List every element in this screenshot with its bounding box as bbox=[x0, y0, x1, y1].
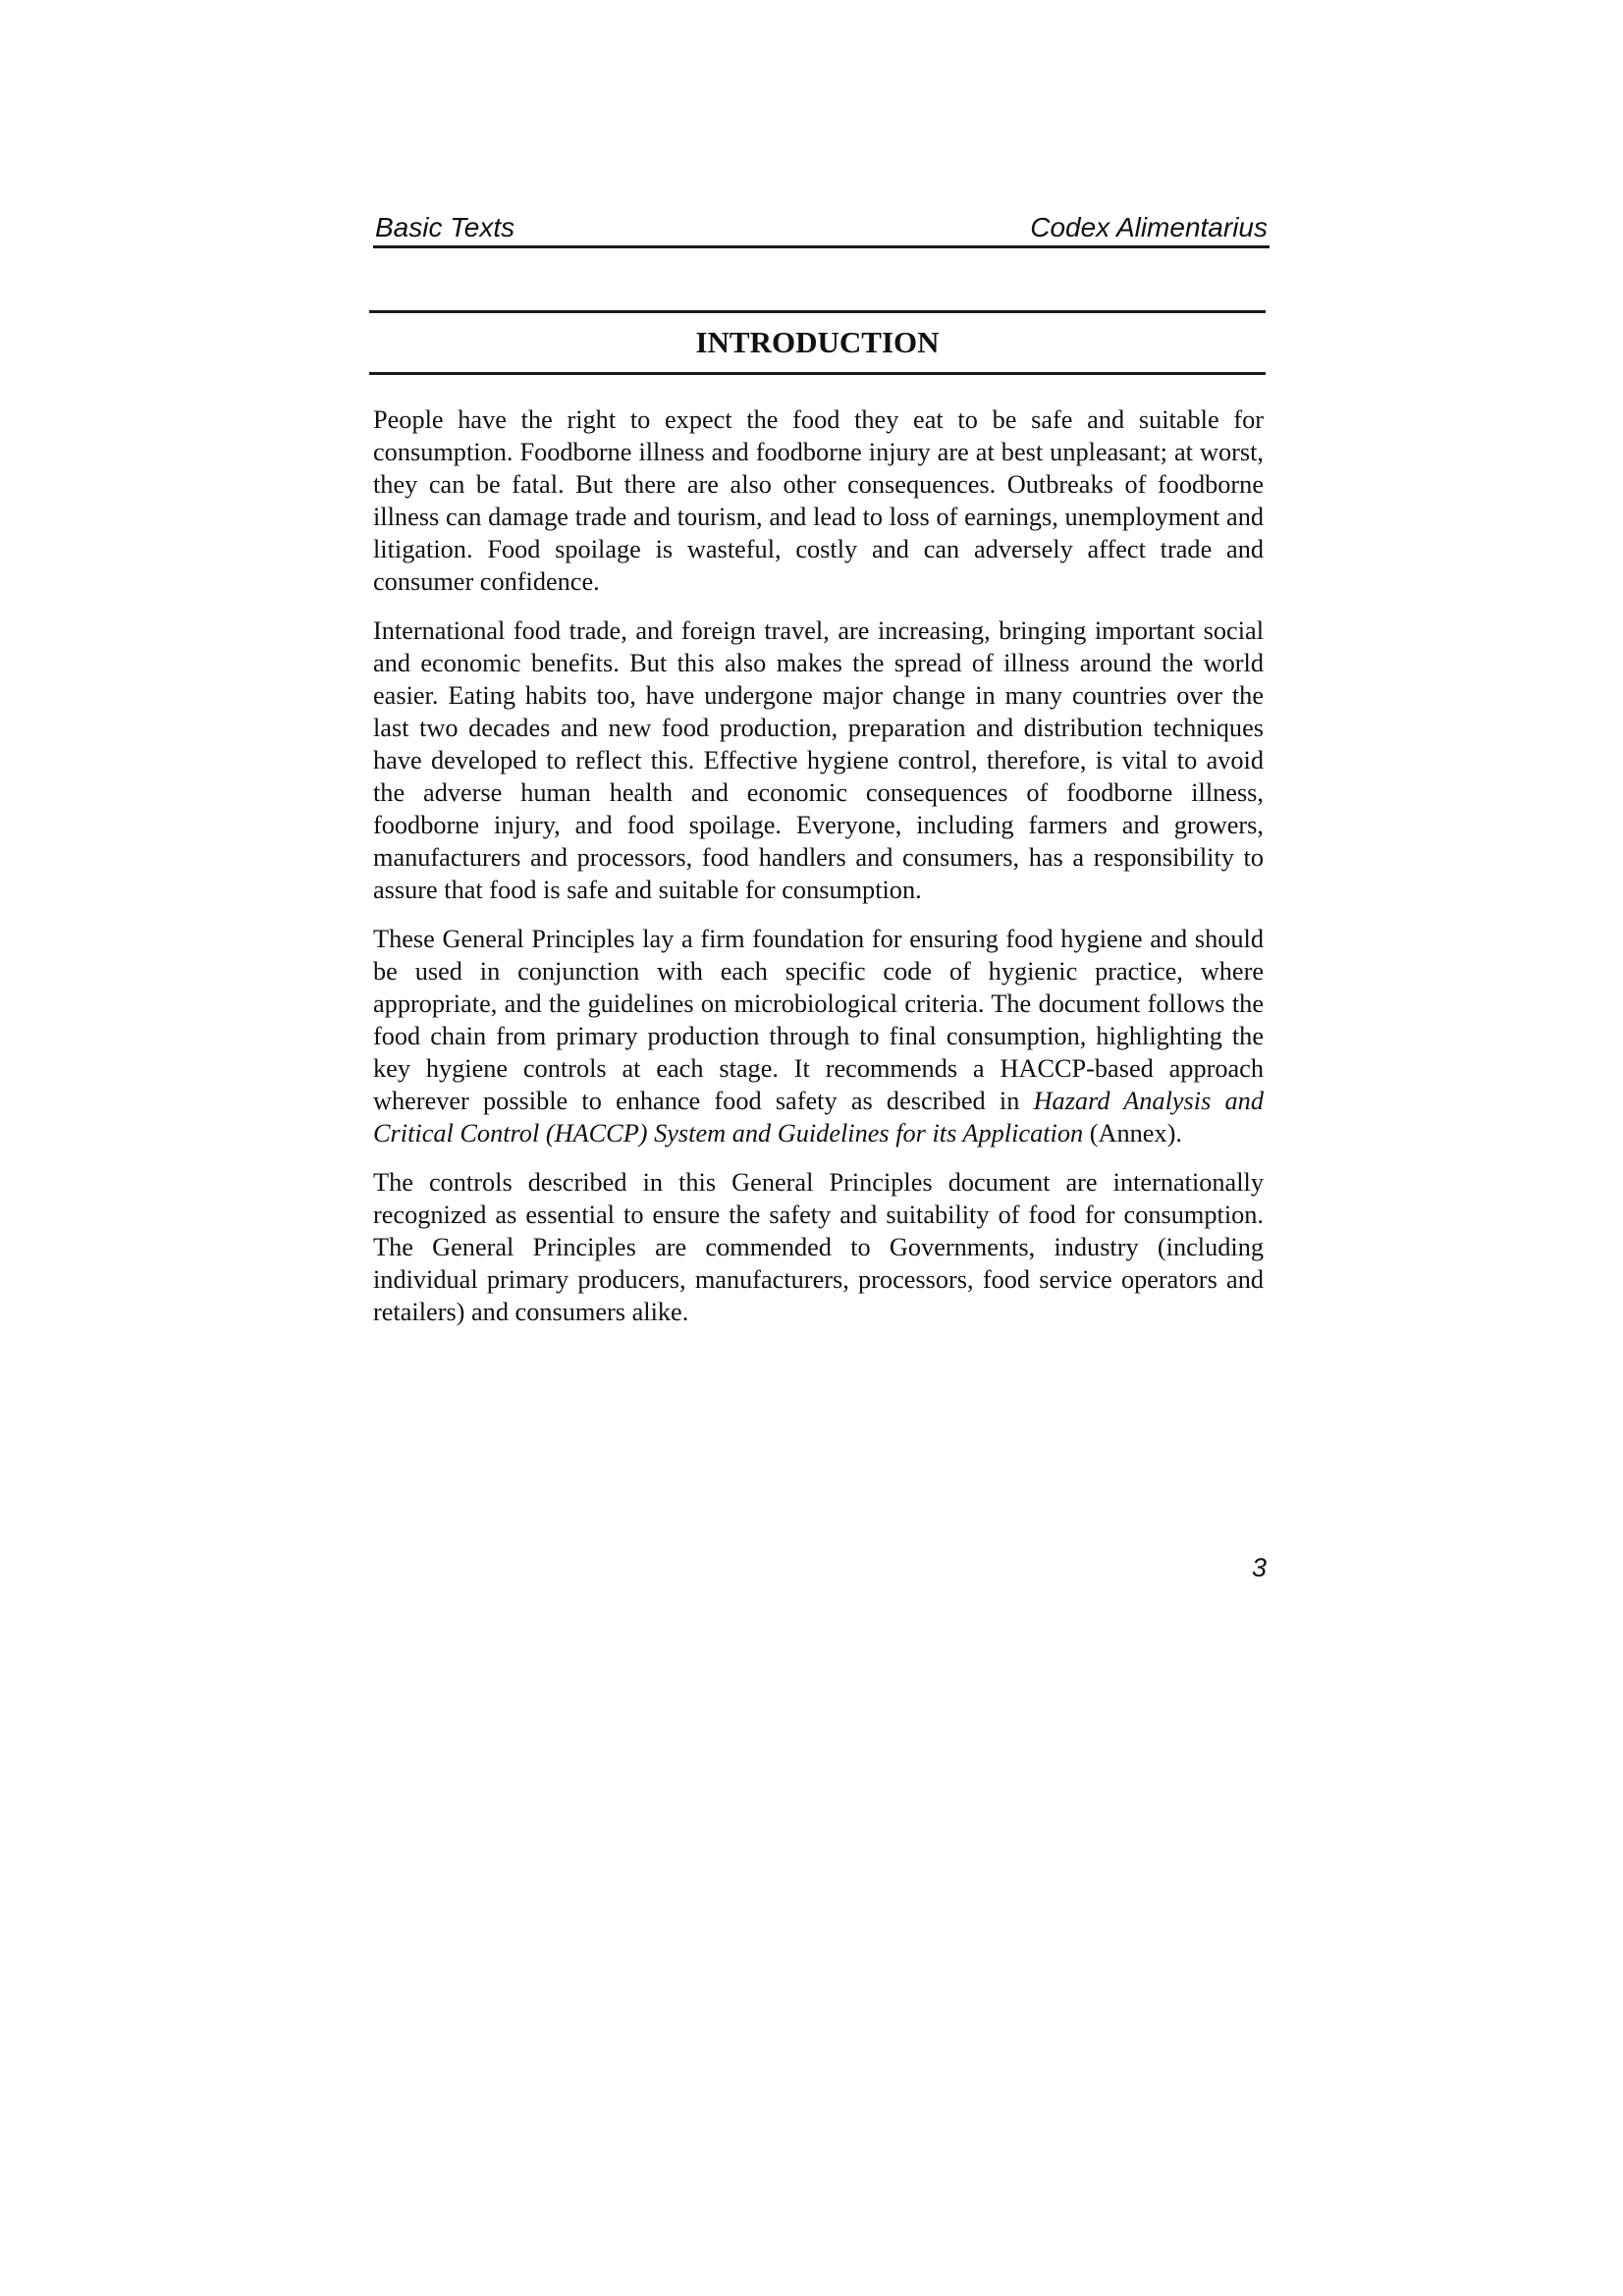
section-title: INTRODUCTION bbox=[369, 310, 1266, 375]
paragraph-3-text-end: (Annex). bbox=[1083, 1119, 1182, 1148]
paragraph-2: International food trade, and foreign travel, are increasing, bringing important social and economic benefits. But this also makes the spread of illness around the world easier. Eating habits too, have undergone major change in many countries over the last two decades and new food production, preparation and distribution techniques have developed to reflect this. Effective hygiene control, therefore, is vital to avoid the adverse human health and economic consequences of foodborne illness, foodborne injury, and food spoilage. Everyone, including farmers and growers, manufacturers and processors, food handlers and consumers, has a responsibility to assure that food is safe and suitable for consumption. bbox=[373, 616, 1264, 904]
paragraph-3 bbox=[373, 923, 1264, 1149]
body-text bbox=[373, 403, 1264, 1345]
paragraph-1: People have the right to expect the food they eat to be safe and suitable for consumption. Foodborne illness and foodborne injury are at best unpleasant; at worst, they can be fatal. But there are also other consequences. Outbreaks of foodborne illness can damage trade and tourism, and lead to loss of earnings, unemployment and litigation. Food spoilage is wasteful, costly and can adversely affect trade and consumer confidence. bbox=[373, 405, 1264, 596]
header-right-text: Codex Alimentarius bbox=[1030, 212, 1268, 242]
header-left-text: Basic Texts bbox=[375, 212, 515, 242]
running-header bbox=[373, 206, 1270, 248]
page-number: 3 bbox=[1251, 1553, 1267, 1582]
paragraph-4: The controls described in this General Principles document are internationally recognized as essential to ensure the safety and suitability of food for consumption. The General Principles are commended to Governments, industry (including individual primary producers, manufacturers, processors, food service operators and retailers) and consumers alike. bbox=[373, 1168, 1264, 1326]
paragraph-3-text-start: These General Principles lay a firm foundation for ensuring food hygiene and should be used in conjunction with each specific code of hygienic practice, where appropriate, and the guidelines on microbiological criteria. The document follows the food chain from primary production through to final consumption, highlighting the key hygiene controls at each stage. It recommends a HACCP-based approach wherever possible to enhance food safety as described in bbox=[373, 925, 1264, 1115]
document-reference-title: Hazard Analysis and Critical Control (HACCP) System and Guidelines for its Application bbox=[373, 1087, 1264, 1148]
